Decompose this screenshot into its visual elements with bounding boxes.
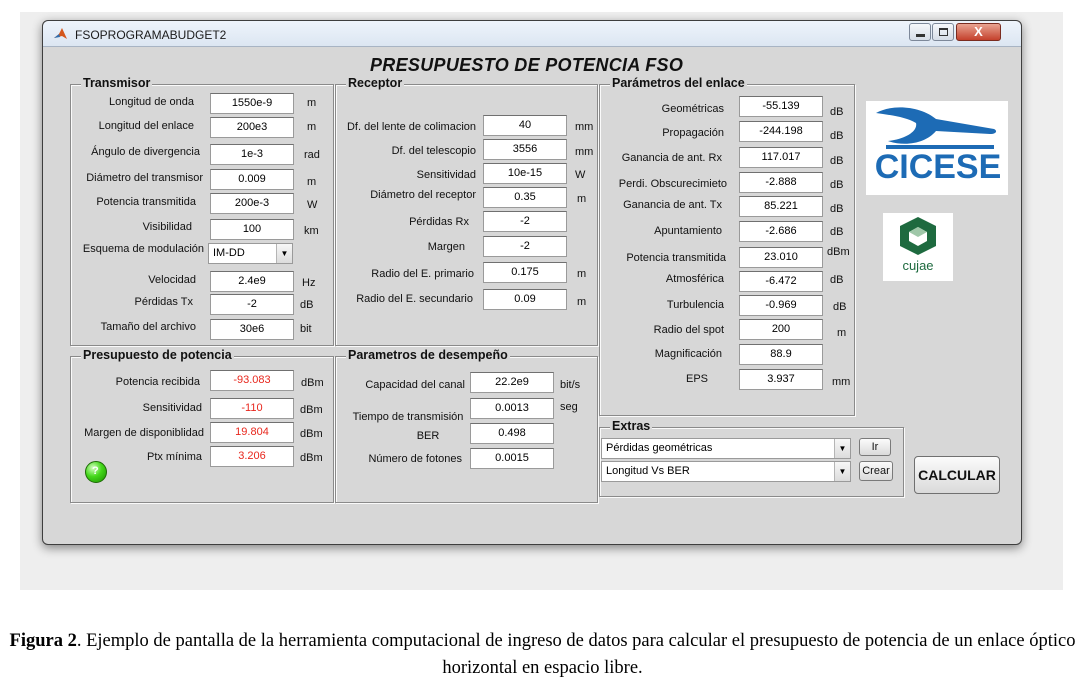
unit-tiempo-transmision: seg xyxy=(560,401,578,413)
cicese-logo xyxy=(866,101,1008,195)
label-sensitividad-rx: Sensitividad xyxy=(416,169,476,181)
label-ptx-minima: Ptx mínima xyxy=(146,451,202,463)
output-capacidad-canal[interactable]: 22.2e9 xyxy=(470,372,554,393)
unit-tamano-archivo: bit xyxy=(300,323,312,335)
output-ber[interactable]: 0.498 xyxy=(470,423,554,444)
unit-ganancia-rx: dB xyxy=(830,155,844,167)
label-df-telescopio: Df. del telescopio xyxy=(391,145,476,157)
unit-propagacion: dB xyxy=(830,130,844,142)
maximize-icon xyxy=(939,28,948,36)
unit-longitud-enlace: m xyxy=(307,121,317,133)
output-ganancia-tx[interactable]: 85.221 xyxy=(739,196,823,217)
input-df-lente[interactable]: 40 xyxy=(483,115,567,136)
figure-client-area xyxy=(50,51,1015,539)
unit-velocidad: Hz xyxy=(302,277,316,289)
unit-obscurecimiento: dB xyxy=(830,179,844,191)
output-turbulencia[interactable]: -0.969 xyxy=(739,295,823,316)
unit-margen-disponibilidad: dBm xyxy=(300,428,323,440)
label-radio-secundario: Radio del E. secundario xyxy=(356,293,473,305)
output-apuntamiento[interactable]: -2.686 xyxy=(739,221,823,242)
output-atmosferica[interactable]: -6.472 xyxy=(739,271,823,292)
unit-visibilidad: km xyxy=(304,225,319,237)
output-ganancia-rx[interactable]: 117.017 xyxy=(739,147,823,168)
output-ptx-minima[interactable]: 3.206 xyxy=(210,446,294,467)
unit-diametro-receptor: m xyxy=(577,193,587,205)
input-radio-secundario[interactable]: 0.09 xyxy=(483,289,567,310)
panel-title-parametros-enlace: Parámetros del enlace xyxy=(612,76,745,90)
unit-radio-secundario: m xyxy=(577,296,587,308)
select-esquema-value: IM-DD xyxy=(213,247,245,259)
close-button[interactable] xyxy=(956,23,1001,41)
input-potencia-transmitida[interactable]: 200e-3 xyxy=(210,193,294,214)
calcular-button[interactable]: CALCULAR xyxy=(914,456,1000,494)
label-numero-fotones: Número de fotones xyxy=(368,453,462,465)
label-radio-spot: Radio del spot xyxy=(653,324,724,336)
input-longitud-enlace[interactable]: 200e3 xyxy=(210,117,294,138)
label-potencia-recibida: Potencia recibida xyxy=(115,376,200,388)
label-sensitividad-budget: Sensitividad xyxy=(142,402,202,414)
output-magnificacion[interactable]: 88.9 xyxy=(739,344,823,365)
label-turbulencia: Turbulencia xyxy=(666,299,724,311)
unit-geometricas: dB xyxy=(830,106,844,118)
output-potencia-recibida[interactable]: -93.083 xyxy=(210,370,294,391)
label-margen-disponibilidad: Margen de disponiblidad xyxy=(84,427,204,439)
label-eps: EPS xyxy=(685,373,708,385)
figure-caption xyxy=(8,628,1077,682)
input-longitud-onda[interactable]: 1550e-9 xyxy=(210,93,294,114)
label-tiempo-transmision: Tiempo de transmisión xyxy=(352,411,464,423)
label-ganancia-tx: Ganancia de ant. Tx xyxy=(623,199,722,211)
matlab-icon xyxy=(53,27,68,41)
unit-potencia-transmitida: W xyxy=(307,199,318,211)
label-apuntamiento: Apuntamiento xyxy=(654,225,722,237)
label-propagacion: Propagación xyxy=(662,127,724,139)
unit-sensitividad-rx: W xyxy=(575,169,586,181)
ir-button[interactable]: Ir xyxy=(859,438,891,456)
output-numero-fotones[interactable]: 0.0015 xyxy=(470,448,554,469)
input-diametro-transmisor[interactable]: 0.009 xyxy=(210,169,294,190)
unit-atmosferica: dB xyxy=(830,274,844,286)
panel-title-receptor: Receptor xyxy=(348,76,403,90)
unit-df-lente: mm xyxy=(575,121,594,133)
label-potencia-tx-enlace: Potencia transmitida xyxy=(626,252,726,264)
cujae-cube-icon xyxy=(883,213,953,258)
app-window xyxy=(42,20,1022,545)
panel-title-desempeno: Parametros de desempeño xyxy=(348,348,508,362)
label-margen: Margen xyxy=(427,241,465,253)
caption-text: . Ejemplo de pantalla de la herramienta computacional de ingreso de datos para calcular el presupuesto de potencia de un enlace óptico horizontal en espacio libre. xyxy=(76,631,1076,678)
unit-capacidad-canal: bit/s xyxy=(560,379,581,391)
select-esquema-modulacion[interactable] xyxy=(208,243,293,264)
label-obscurecimiento: Perdi. Obscurecimieto xyxy=(618,178,727,190)
label-df-lente: Df. del lente de colimacion xyxy=(346,121,476,133)
output-eps[interactable]: 3.937 xyxy=(739,369,823,390)
label-tamano-archivo: Tamaño del archivo xyxy=(100,321,196,333)
label-longitud-enlace: Longitud del enlace xyxy=(98,120,194,132)
output-propagacion[interactable]: -244.198 xyxy=(739,121,823,142)
unit-longitud-onda: m xyxy=(307,97,317,109)
unit-potencia-tx-enlace: dBm xyxy=(827,246,850,258)
label-perdidas-rx: Pérdidas Rx xyxy=(409,216,469,228)
unit-ganancia-tx: dB xyxy=(830,203,844,215)
title-bar xyxy=(43,21,1021,47)
unit-angulo-divergencia: rad xyxy=(304,149,320,161)
label-visibilidad: Visibilidad xyxy=(142,221,192,233)
unit-diametro-transmisor: m xyxy=(307,176,317,188)
label-esquema-modulacion: Esquema de modulación xyxy=(82,243,204,255)
unit-potencia-recibida: dBm xyxy=(301,377,324,389)
label-potencia-transmitida: Potencia transmitida xyxy=(96,196,196,208)
unit-perdidas-tx: dB xyxy=(300,299,314,311)
output-sensitividad-budget[interactable]: -110 xyxy=(210,398,294,419)
caption-label: Figura 2 xyxy=(9,631,77,651)
select-graficas[interactable] xyxy=(601,438,851,459)
input-angulo-divergencia[interactable]: 1e-3 xyxy=(210,144,294,165)
input-radio-primario[interactable]: 0.175 xyxy=(483,262,567,283)
select-relaciones[interactable] xyxy=(601,461,851,482)
input-visibilidad[interactable]: 100 xyxy=(210,219,294,240)
unit-df-telescopio: mm xyxy=(575,146,594,158)
unit-radio-primario: m xyxy=(577,268,587,280)
input-perdidas-rx[interactable]: -2 xyxy=(483,211,567,232)
output-obscurecimiento[interactable]: -2.888 xyxy=(739,172,823,193)
unit-radio-spot: m xyxy=(837,327,847,339)
crear-button[interactable]: Crear xyxy=(859,461,893,481)
cujae-logo xyxy=(883,213,953,281)
label-longitud-onda: Longitud de onda xyxy=(108,96,194,108)
dropdown-arrow-icon[interactable]: ▼ xyxy=(834,439,850,458)
panel-title-transmisor: Transmisor xyxy=(83,76,151,90)
label-geometricas: Geométricas xyxy=(661,103,724,115)
unit-ptx-minima: dBm xyxy=(300,452,323,464)
cujae-wordmark: cujae xyxy=(902,258,934,273)
maximize-button[interactable] xyxy=(932,23,954,41)
cicese-wordmark: CICESE xyxy=(874,148,1002,186)
output-radio-spot[interactable]: 200 xyxy=(739,319,823,340)
output-tiempo-transmision[interactable]: 0.0013 xyxy=(470,398,554,419)
unit-apuntamiento: dB xyxy=(830,226,844,238)
input-tamano-archivo[interactable]: 30e6 xyxy=(210,319,294,340)
output-geometricas[interactable]: -55.139 xyxy=(739,96,823,117)
label-atmosferica: Atmosférica xyxy=(665,273,724,285)
panel-title-extras: Extras xyxy=(612,419,651,433)
label-perdidas-tx: Pérdidas Tx xyxy=(134,296,193,308)
select-relaciones-value: Longitud Vs BER xyxy=(606,465,690,477)
label-angulo-divergencia: Ángulo de divergencia xyxy=(91,146,200,158)
status-led-mark: ? xyxy=(92,465,99,477)
label-ganancia-rx: Ganancia de ant. Rx xyxy=(621,152,722,164)
window-title: FSOPROGRAMABUDGET2 xyxy=(75,28,227,42)
status-led-icon[interactable] xyxy=(85,461,107,483)
pelican-icon xyxy=(866,101,1008,151)
label-diametro-receptor: Diámetro del receptor xyxy=(370,189,476,201)
label-velocidad: Velocidad xyxy=(148,274,196,286)
output-margen-disponibilidad[interactable]: 19.804 xyxy=(210,422,294,443)
dropdown-arrow-icon[interactable]: ▼ xyxy=(276,244,292,263)
output-potencia-tx-enlace[interactable]: 23.010 xyxy=(739,247,823,268)
input-margen[interactable]: -2 xyxy=(483,236,567,257)
label-diametro-transmisor: Diámetro del transmisor xyxy=(86,172,203,184)
label-capacidad-canal: Capacidad del canal xyxy=(365,379,465,391)
label-radio-primario: Radio del E. primario xyxy=(371,268,474,280)
select-graficas-value: Pérdidas geométricas xyxy=(606,442,713,454)
close-icon: X xyxy=(974,24,983,39)
input-diametro-receptor[interactable]: 0.35 xyxy=(483,187,567,208)
minimize-icon xyxy=(916,34,925,37)
input-sensitividad-rx[interactable]: 10e-15 xyxy=(483,163,567,184)
unit-sensitividad-budget: dBm xyxy=(300,404,323,416)
page-title: PRESUPUESTO DE POTENCIA FSO xyxy=(370,55,684,75)
unit-eps: mm xyxy=(832,376,851,388)
label-ber: BER xyxy=(416,430,440,442)
dropdown-arrow-icon[interactable]: ▼ xyxy=(834,462,850,481)
panel-title-presupuesto: Presupuesto de potencia xyxy=(83,348,232,362)
minimize-button[interactable] xyxy=(909,23,931,41)
input-velocidad[interactable]: 2.4e9 xyxy=(210,271,294,292)
input-df-telescopio[interactable]: 3556 xyxy=(483,139,567,160)
unit-turbulencia: dB xyxy=(833,301,847,313)
input-perdidas-tx[interactable]: -2 xyxy=(210,294,294,315)
label-magnificacion: Magnificación xyxy=(654,348,722,360)
